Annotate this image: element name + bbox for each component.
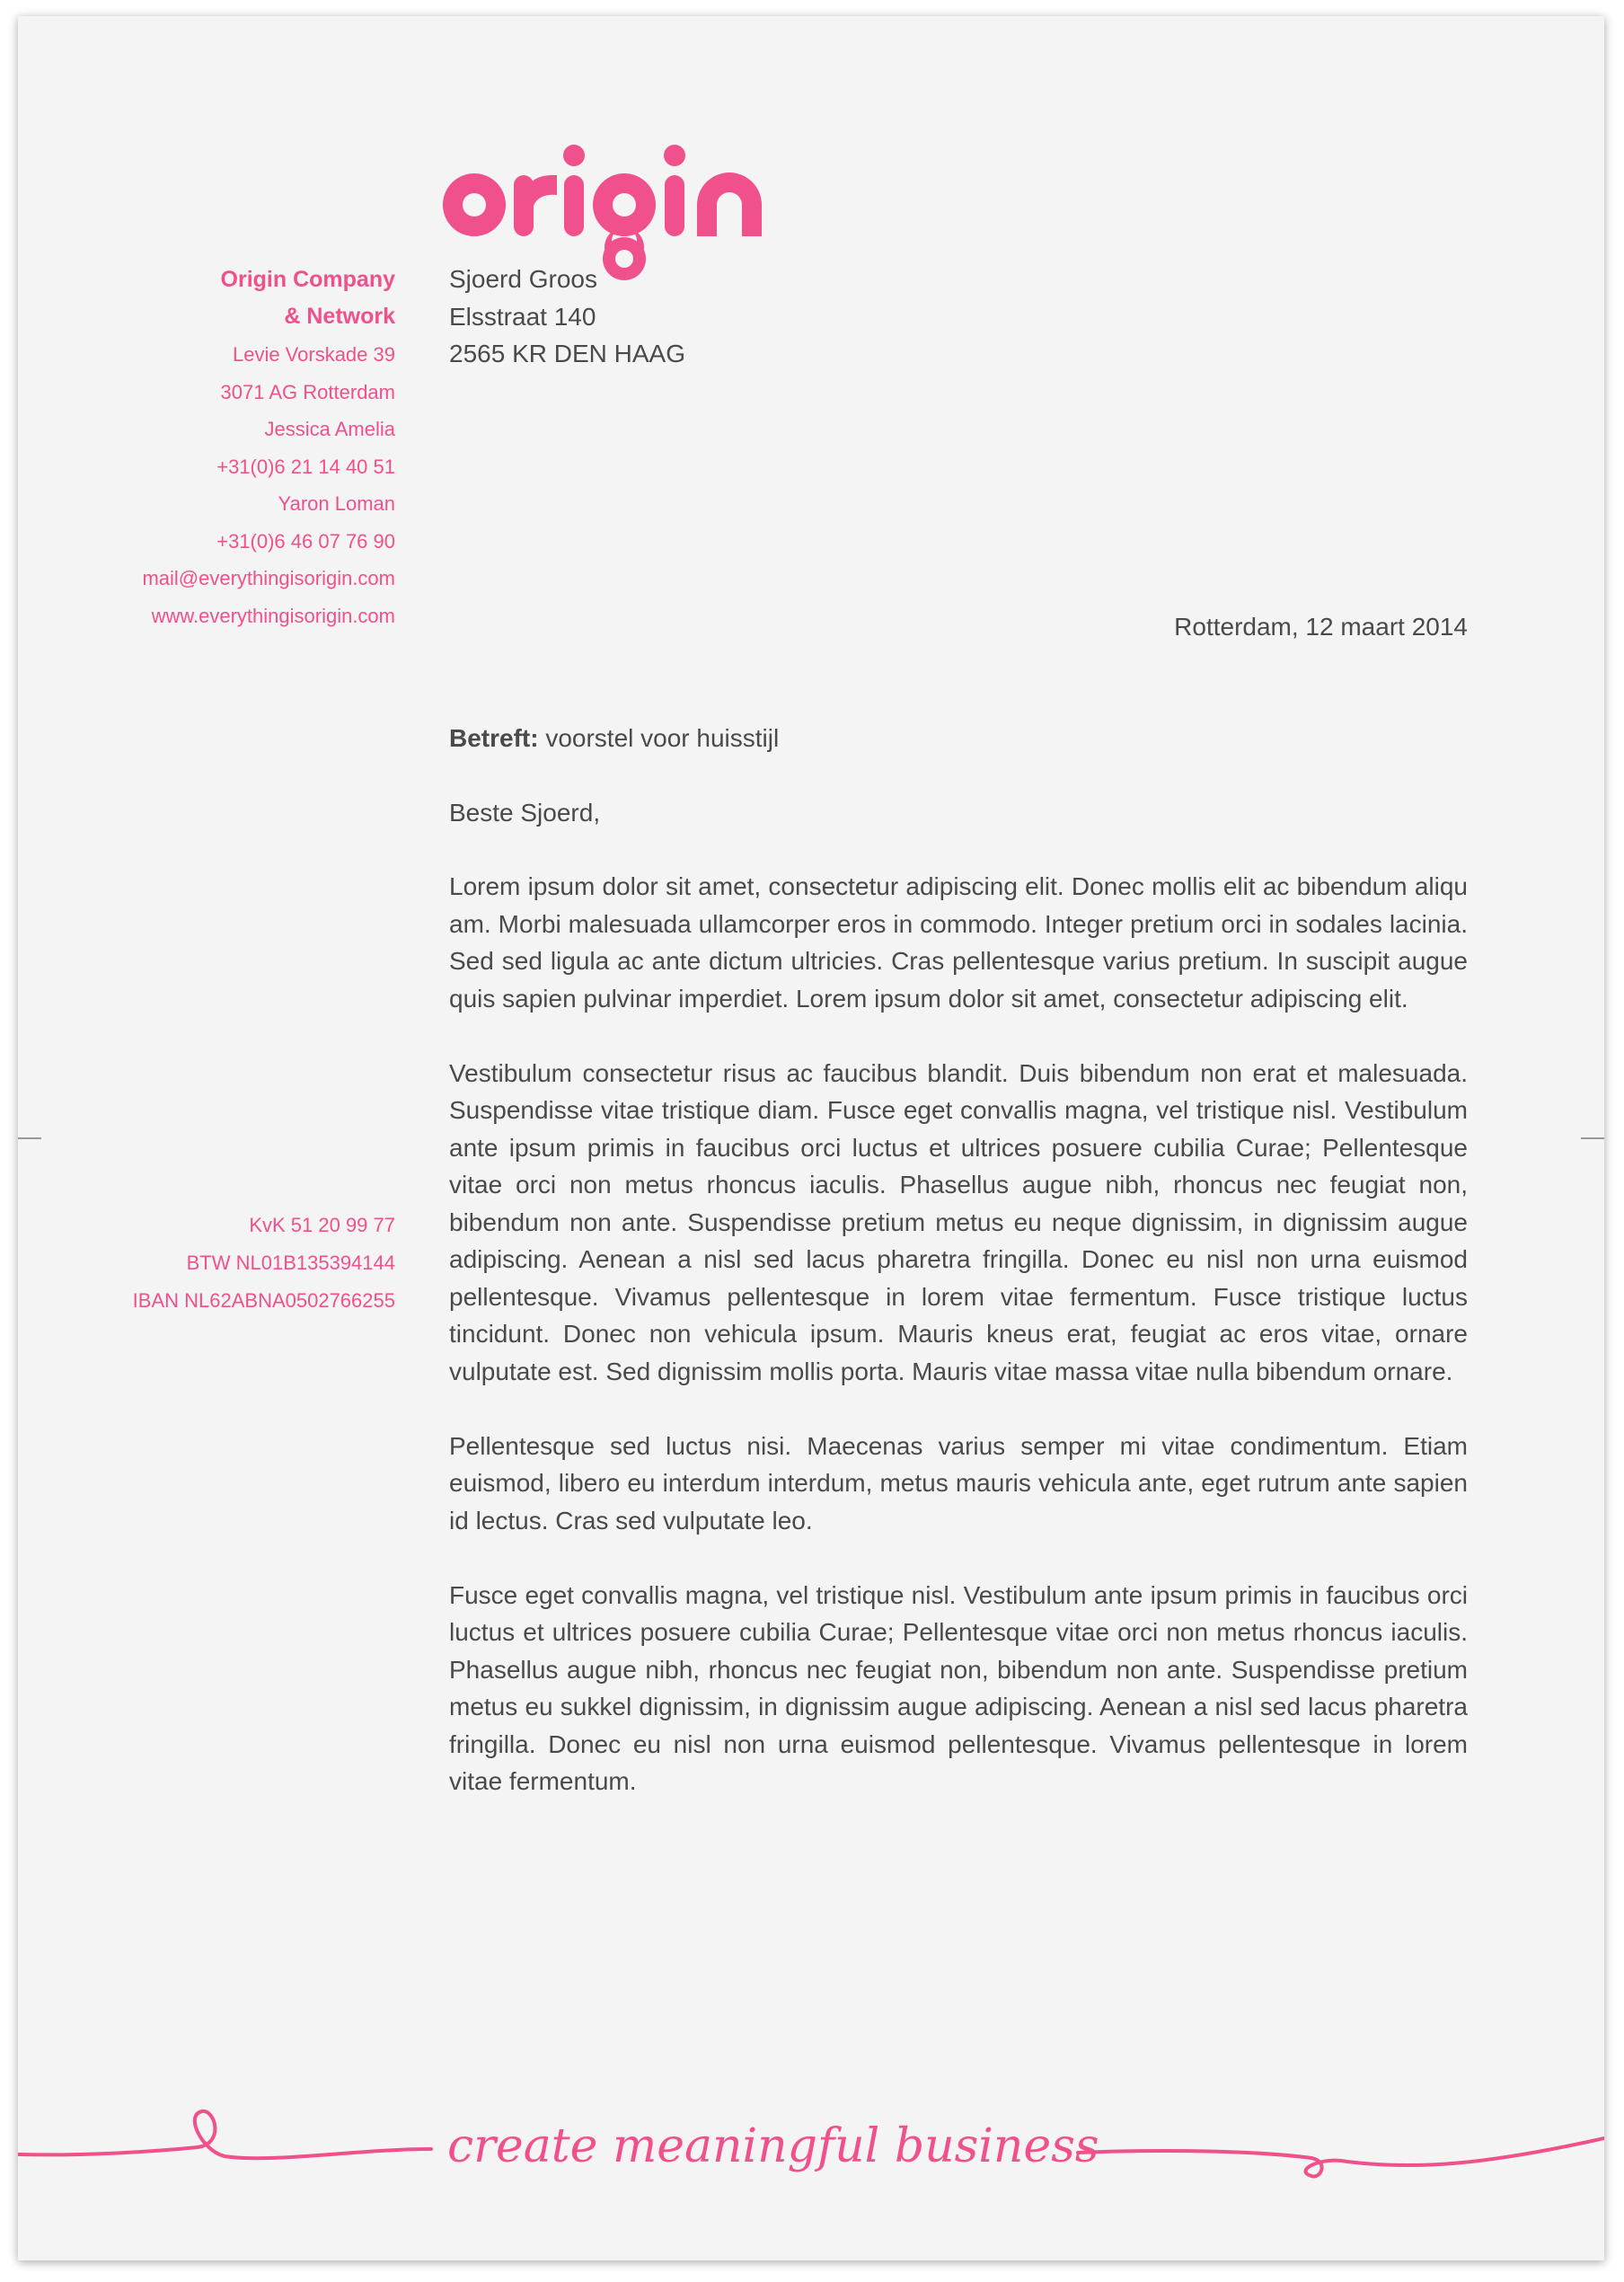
paragraph-3: Pellentesque sed luctus nisi. Maecenas varius semper mi vitae condimentum. Etiam euismod, libero eu interdum interdum, metus mauris vehicula ante, eget rutrum ante sapien id lectus. Cras sed vulputate leo. bbox=[449, 1431, 1468, 1535]
company-name-line1: Origin Company bbox=[220, 267, 395, 292]
letter-body bbox=[449, 868, 1468, 1800]
salutation: Beste Sjoerd, bbox=[449, 799, 601, 827]
company-city: 3071 AG Rotterdam bbox=[220, 381, 395, 403]
web-contact bbox=[142, 560, 395, 635]
iban-number: IBAN NL62ABNA0502766255 bbox=[132, 1289, 395, 1312]
contact1-name: Jessica Amelia bbox=[264, 418, 395, 440]
contact2-name: Yaron Loman bbox=[278, 492, 395, 515]
letter-date: Rotterdam, 12 maart 2014 bbox=[1174, 613, 1468, 641]
contact-1 bbox=[216, 411, 395, 486]
registration-info bbox=[133, 1207, 395, 1320]
kvk-number: KvK 51 20 99 77 bbox=[249, 1214, 395, 1236]
paragraph-4: Fusce eget convallis magna, vel tristique nisl. Vestibulum ante ipsum primis in faucibus orci luctus et ultrices posuere cubilia Curae; Pellentesque vitae orci non metus rhoncus iaculis. Phasellus augue nibh, rhoncus nec feugiat non, bibendum non ante. Suspendisse pretium metus eu sukkel dignissim, in dignissim augue adipiscing. Aenean a nisl sed lacus pharetra fringilla. Donec eu nisl non urna euismod pellentesque. Vivamus pellentesque in lorem vitae fermentum. bbox=[449, 1580, 1468, 1795]
fold-mark-left bbox=[18, 1137, 41, 1139]
subject-line bbox=[449, 720, 1468, 757]
company-address bbox=[221, 336, 395, 411]
paragraph-1: Lorem ipsum dolor sit amet, consectetur adipiscing elit. Donec mollis elit ac bibendum aliqu am. Morbi malesuada ullamcorper eros in commodo. Integer pretium orci in sodales lacinia. Sed sed ligula ac ante dictum ultricies. Cras pellentesque varius pretium. In suscipit augue quis sapien pulvinar imperdiet. Lorem ipsum dolor sit amet, consectetur adipiscing elit. bbox=[449, 872, 1468, 1013]
footer-tagline bbox=[18, 2092, 1604, 2226]
company-name-line2: & Network bbox=[284, 304, 395, 329]
btw-number: BTW NL01B135394144 bbox=[186, 1252, 395, 1274]
swirl-line-right bbox=[1078, 2138, 1604, 2177]
paragraph-2: Vestibulum consectetur risus ac faucibus blandit. Duis bibendum non erat et malesuada. Suspendisse vitae tristique diam. Fusce eget convallis magna, vel tristique nisl. Vestibulum ante ipsum primis in faucibus orci luctus et ultrices posuere cubilia Curae; Pellentesque vitae orci non metus rhoncus iaculis. Phasellus augue nibh, rhoncus nec feugiat non, bibendum non ante. Suspendisse pretium metus eu neque dignissim, in dignissim augue adipiscing. Aenean a nisl sed lacus pharetra fringilla. Donec eu nisl non urna euismod pellentesque. Vivamus pellentesque in lorem vitae fermentum. Fusce tristique luctus tincidunt. Donec non vehicula ipsum. Mauris kneus erat, feugiat ac eros vitae, ornare vulputate est. Sed dignissim mollis porta. Mauris vitae massa vitae nulla bibendum ornare. bbox=[449, 1058, 1468, 1385]
email-link[interactable]: mail@everythingisorigin.com bbox=[142, 567, 395, 589]
recipient-name: Sjoerd Groos bbox=[449, 265, 597, 293]
recipient-address bbox=[449, 261, 1468, 373]
recipient-street: Elsstraat 140 bbox=[449, 302, 596, 331]
contact1-phone: +31(0)6 21 14 40 51 bbox=[216, 456, 395, 478]
subject-text: voorstel voor huisstijl bbox=[538, 724, 780, 752]
tagline-text: create meaningful business bbox=[447, 2119, 1099, 2173]
contact2-phone: +31(0)6 46 07 76 90 bbox=[216, 530, 395, 553]
company-street: Levie Vorskade 39 bbox=[232, 343, 395, 366]
company-block bbox=[221, 261, 395, 335]
letterhead-page bbox=[18, 16, 1604, 2260]
website-link[interactable]: www.everythingisorigin.com bbox=[151, 605, 395, 627]
recipient-city: 2565 KR DEN HAAG bbox=[449, 340, 685, 367]
contact-2 bbox=[216, 485, 395, 561]
swirl-line-left bbox=[18, 2111, 431, 2158]
fold-mark-right bbox=[1581, 1137, 1604, 1139]
subject-label: Betreft: bbox=[449, 724, 539, 752]
